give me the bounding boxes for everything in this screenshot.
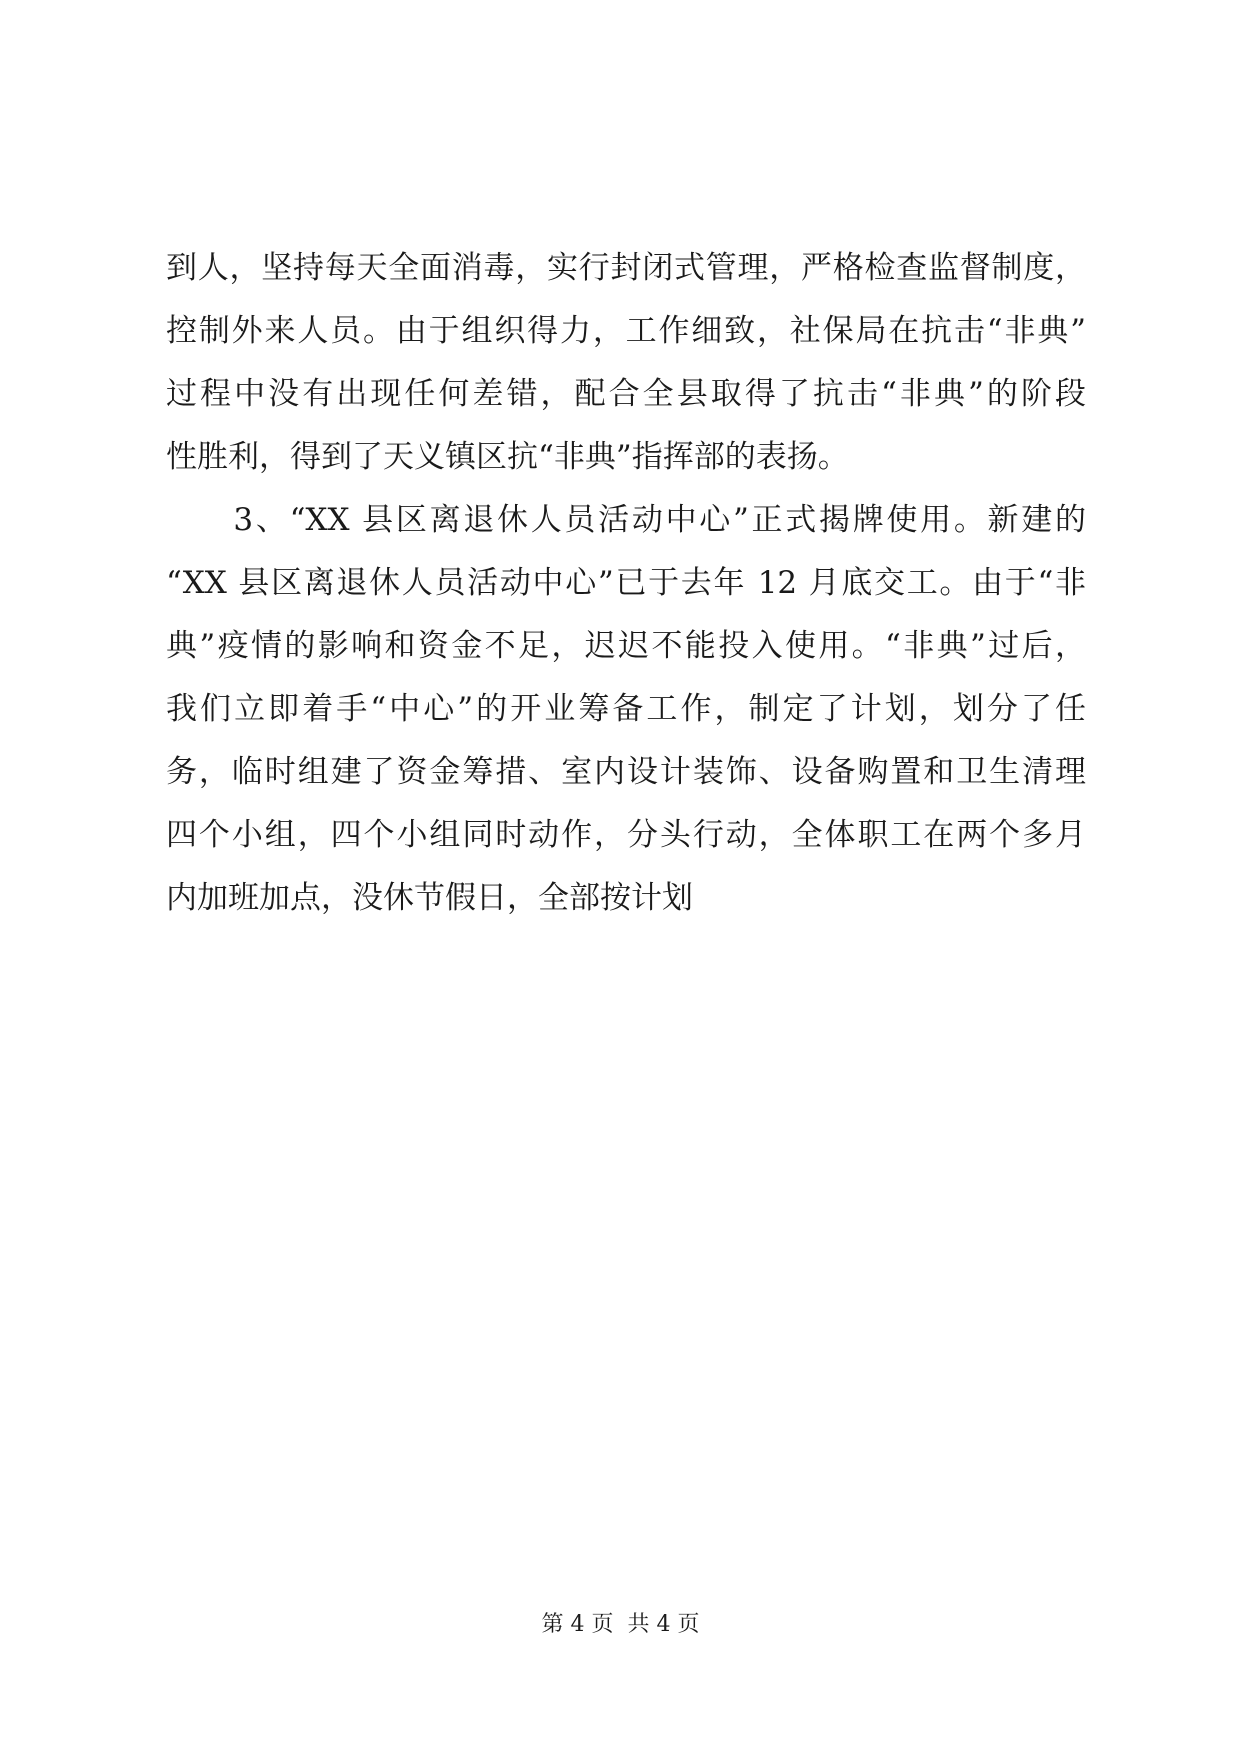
page-number: 第 4 页 — [541, 1612, 614, 1637]
text-line: 典”疫情的影响和资金不足，迟迟不能投入使用。“非典”过后， — [166, 628, 1086, 664]
text-line: 务，临时组建了资金筹措、室内设计装饰、设备购置和卫生清理 — [166, 754, 1086, 790]
text-line: 到人，坚持每天全面消毒，实行封闭式管理，严格检查监督制度， — [166, 250, 1086, 286]
text-line: 3、“XX 县区离退休人员活动中心”正式揭牌使用。新建的 — [166, 502, 1086, 538]
text-line: 性胜利，得到了天义镇区抗“非典”指挥部的表扬。 — [166, 439, 849, 475]
page-total: 共 4 页 — [627, 1612, 700, 1637]
text-line: 我们立即着手“中心”的开业筹备工作，制定了计划，划分了任 — [166, 691, 1086, 727]
text-line: “XX 县区离退休人员活动中心”已于去年 12 月底交工。由于“非 — [166, 565, 1086, 601]
text-line: 控制外来人员。由于组织得力，工作细致，社保局在抗击“非典” — [166, 313, 1086, 349]
text-line: 四个小组，四个小组同时动作，分头行动，全体职工在两个多月 — [166, 817, 1086, 853]
text-line: 过程中没有出现任何差错，配合全县取得了抗击“非典”的阶段 — [166, 376, 1086, 412]
body-text — [166, 237, 1086, 930]
page-footer — [0, 1610, 1241, 1640]
text-line: 内加班加点，没休节假日，全部按计划 — [166, 880, 693, 916]
